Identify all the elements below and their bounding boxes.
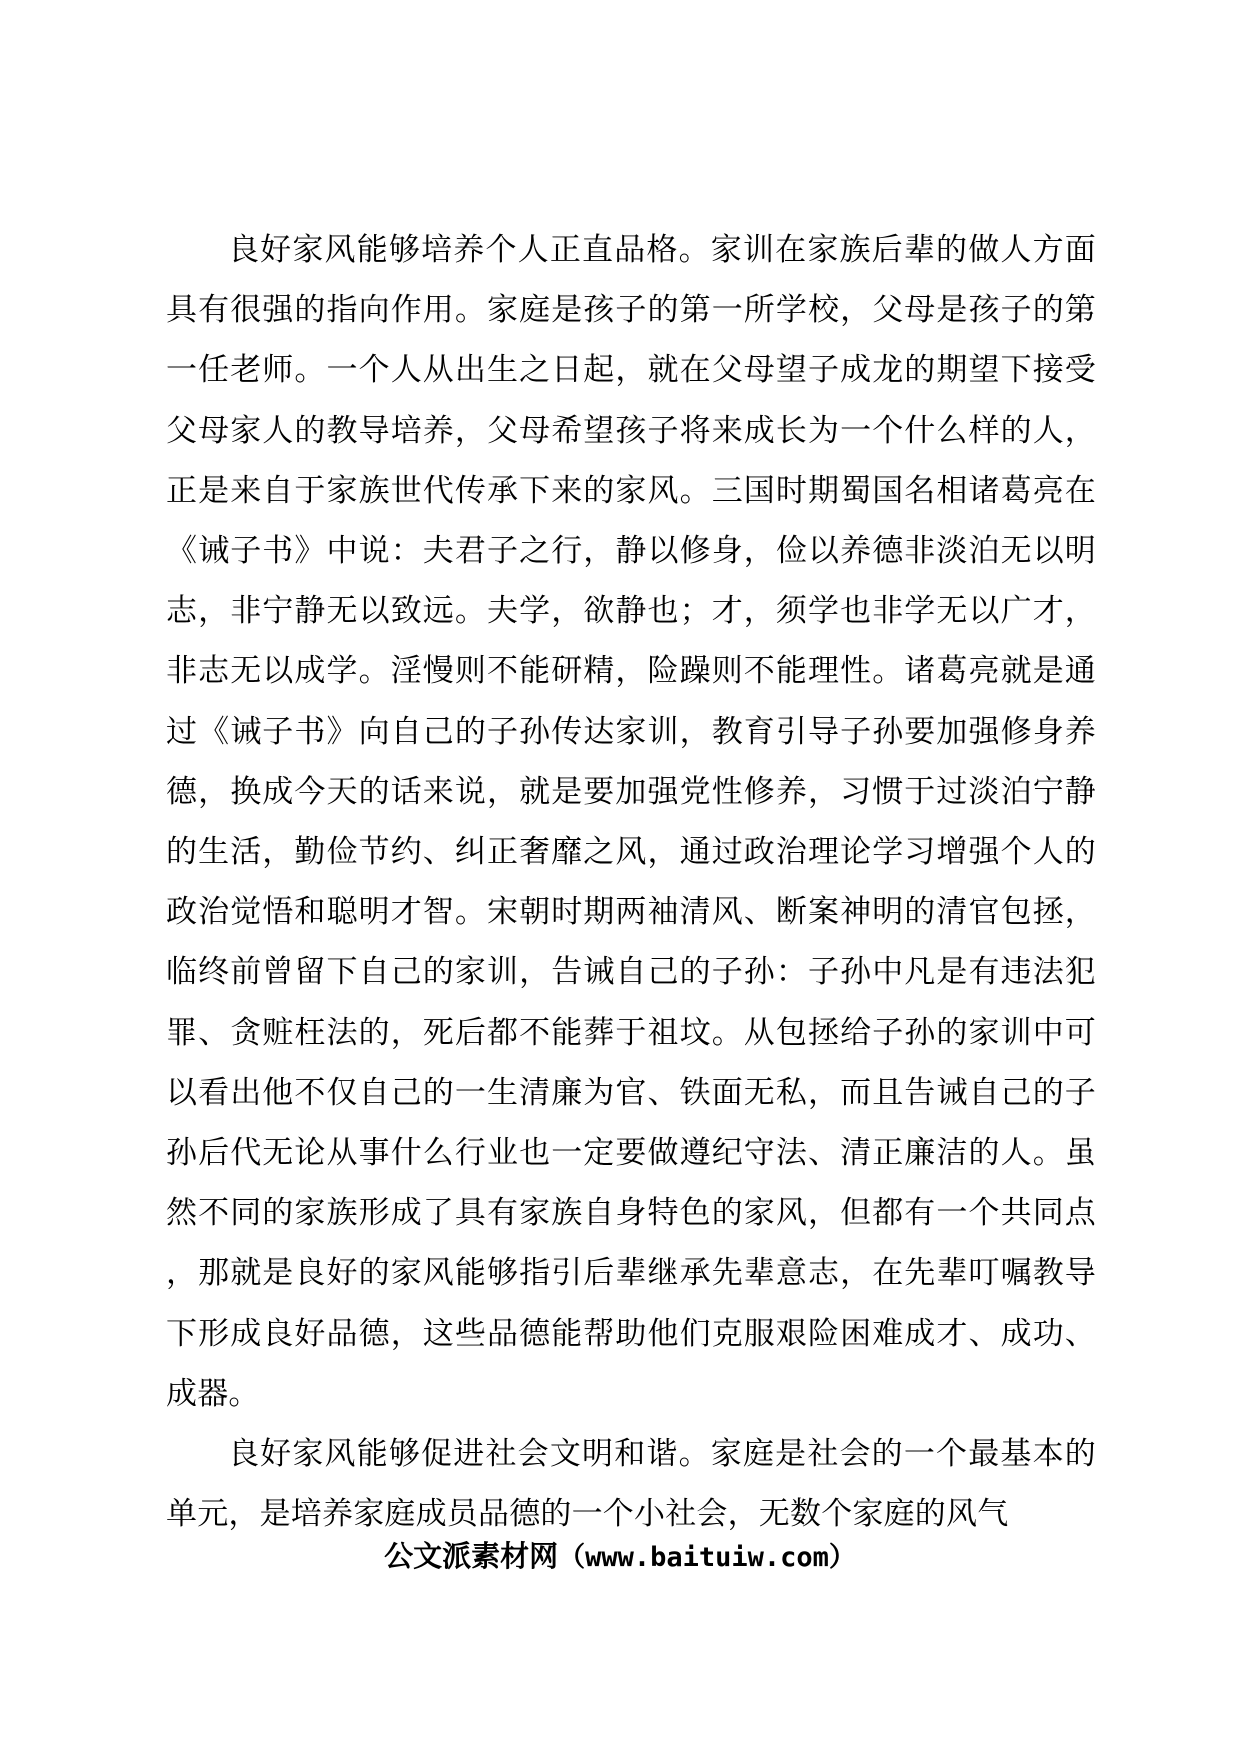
footer-url: （www.baituiw.com）: [558, 1542, 856, 1573]
footer-watermark: [0, 1536, 1240, 1578]
paragraph-1: 良好家风能够培养个人正直品格。家训在家族后辈的做人方面具有很强的指向作用。家庭是孩子的第一所学校，父母是孩子的第一任老师。一个人从出生之日起，就在父母望子成龙的期望下接受父母家人的教导培养，父母希望孩子将来成长为一个什么样的人，正是来自于家族世代传承下来的家风。三国时期蜀国名相诸葛亮在《诫子书》中说：夫君子之行，静以修身，俭以养德非淡泊无以明志，非宁静无以致远。夫学，欲静也；才，须学也非学无以广才，非志无以成学。淫慢则不能研精，险躁则不能理性。诸葛亮就是通过《诫子书》向自己的子孙传达家训，教育引导子孙要加强修身养德，换成今天的话来说，就是要加强党性修养，习惯于过淡泊宁静的生活，勤俭节约、纠正奢靡之风，通过政治理论学习增强个人的政治觉悟和聪明才智。宋朝时期两袖清风、断案神明的清官包拯，临终前曾留下自己的家训，告诫自己的子孙：子孙中凡是有违法犯罪、贪赃枉法的，死后都不能葬于祖坟。从包拯给子孙的家训中可以看出他不仅自己的一生清廉为官、铁面无私，而且告诫自己的子孙后代无论从事什么行业也一定要做遵纪守法、清正廉洁的人。虽然不同的家族形成了具有家族自身特色的家风，但都有一个共同点，那就是良好的家风能够指引后辈继承先辈意志，在先辈叮嘱教导下形成良好品德，这些品德能帮助他们克服艰险困难成才、成功、成器。: [166, 232, 1096, 1412]
body-text: [166, 220, 1096, 1544]
footer-site-name: 公文派素材网: [384, 1539, 559, 1573]
paragraph-2: 良好家风能够促进社会文明和谐。家庭是社会的一个最基本的单元，是培养家庭成员品德的一个小社会，无数个家庭的风气: [166, 1436, 1096, 1533]
